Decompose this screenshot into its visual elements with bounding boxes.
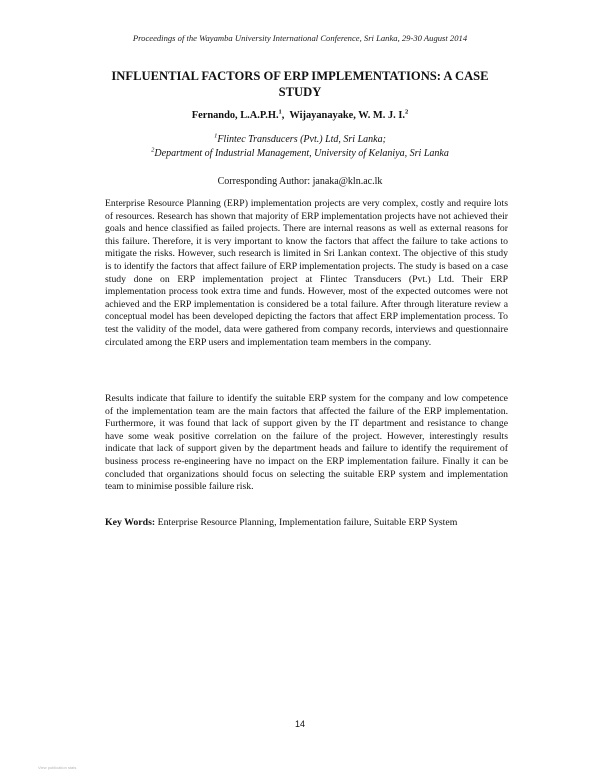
author-superscript: 2 [404,108,409,116]
author-list: Fernando, L.A.P.H.$^1$, Wijayanayake, W. M. J. I.$^2$ [191,108,409,121]
keywords [105,517,525,528]
affiliation [0,148,600,159]
keywords-text: Enterprise Resource Planning, Implementation failure, Suitable ERP System [157,517,458,528]
affiliation-text: Flintec Transducers (Pvt.) Ltd, Sri Lanka; [217,134,386,145]
affiliation [0,134,600,145]
page-number: 14 [294,719,305,729]
author-name: Fernando, L.A.P.H. [191,110,279,121]
view-publication-stats-link[interactable]: View publication stats [38,765,77,770]
abstract-paragraph: Results indicate that failure to identify the suitable ERP system for the company and low competence of the implementation team are the main factors that affected the failure of the ERP implementation. Furthermore, it was found that lack of support given by the IT department and resistance to change have some weak positive correlation on the failure of the project. However, interestingly results indicate that lack of support given by the department heads and failure to identify the requirement of business process re-engineering have no impact on the ERP implementation failure. Finally it can be concluded that organizations should focus on selecting the suitable ERP system and implementation team to minimise possible failure risk. [105,393,508,493]
proceedings-header: Proceedings of the Wayamba University International Conference, Sri Lanka, 29-30 August 2014 [132,33,468,43]
author-name: Wijayanayake, W. M. J. I. [289,110,405,121]
keywords-label: Key Words: [105,517,156,528]
paper-title: INFLUENTIAL FACTORS OF ERP IMPLEMENTATIONS: A CASE STUDY [111,69,489,99]
affiliation-superscript: 1 [214,132,218,140]
author-superscript: 1 [278,108,282,116]
abstract-paragraph: Enterprise Resource Planning (ERP) implementation projects are very complex, costly and require lots of resources. Research has shown that majority of ERP implementation projects have not achieved their goals and hence classified as failed projects. There are internal reasons as well as external reasons for this failure. Therefore, it is very important to know the factors that affect the failure to take actions to mitigate the risks. However, such research is limited in Sri Lankan context. The objective of this study is to identify the factors that affect failure of ERP implementation projects. The study is based on a case study done on ERP implementation project at Flintec Transducers (Pvt.) Ltd. Their ERP implementation process took extra time and funds. However, most of the expected outcomes were not achieved and the ERP implementation is considered be a total failure. After through literature review a conceptual model has been developed depicting the factors that affect ERP implementation process. To test the validity of the model, data were gathered from company records, interviews and questionnaire circulated among the ERP users and implementation team members in the company. [105,198,508,348]
corresponding-author: Corresponding Author: janaka@kln.ac.lk [217,176,383,187]
affiliation-text: Department of Industrial Management, University of Kelaniya, Sri Lanka [154,148,449,159]
affiliation-superscript: 2 [151,146,155,154]
